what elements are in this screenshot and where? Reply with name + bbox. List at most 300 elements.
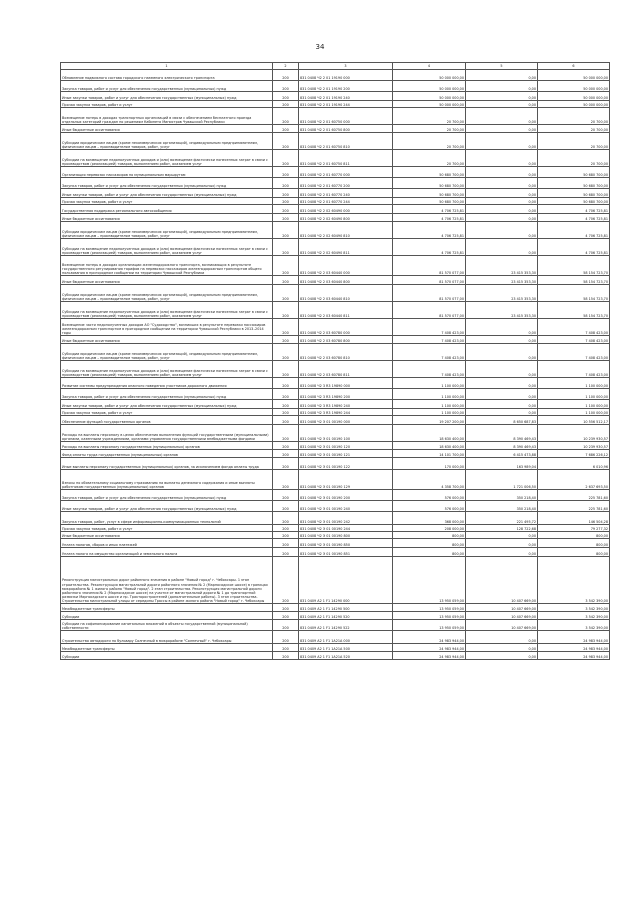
row-name-cell: Иные выплаты персоналу государственных (муниципальных) органов, за исключением фонда оплаты труда <box>61 458 273 470</box>
row-classification-cell: 831 0408 Ч2 2 02 60490 811 <box>299 239 393 256</box>
row-col5-cell: 0,00 <box>466 133 538 150</box>
row-col6-cell: 225 781,60 <box>538 501 610 512</box>
row-code-cell: 200 <box>273 631 299 644</box>
row-col6-cell: 20 700,00 <box>538 108 610 125</box>
row-col5-cell: 128 722,68 <box>466 525 538 532</box>
table-row <box>61 198 610 205</box>
row-col6-cell: 50 680 700,00 <box>538 189 610 198</box>
row-col4-cell: 1 100 000,00 <box>393 389 466 400</box>
row-col4-cell: 20 700,00 <box>393 108 466 125</box>
row-col5-cell: 0,00 <box>466 319 538 336</box>
table-row <box>61 644 610 652</box>
row-col6-cell: 2 637 693,50 <box>538 470 610 490</box>
row-col6-cell: 20 700,00 <box>538 125 610 133</box>
table-row <box>61 108 610 125</box>
table-row <box>61 631 610 644</box>
row-col4-cell: 20 700,00 <box>393 125 466 133</box>
row-code-cell: 200 <box>273 285 299 302</box>
row-name-cell: Субсидии юридическим лицам (кроме некоммерческих организаций), индивидуальным предпринимателям, физическим лицам – производителям товаров, работ, услуг <box>61 285 273 302</box>
row-code-cell: 200 <box>273 532 299 539</box>
row-col6-cell: 146 504,28 <box>538 512 610 525</box>
row-classification-cell: 831 0408 Ч2 2 03 60440 800 <box>299 276 393 285</box>
row-col6-cell: 50 000 000,00 <box>538 70 610 81</box>
table-row <box>61 256 610 276</box>
row-classification-cell: 831 0408 Ч2 2 01 60750 800 <box>299 125 393 133</box>
row-col4-cell: 208 000,00 <box>393 525 466 532</box>
row-col4-cell: 50 000 000,00 <box>393 81 466 92</box>
table-row <box>61 458 610 470</box>
row-classification-cell: 831 0408 Ч2 Э 01 00190 129 <box>299 470 393 490</box>
row-name-cell: Иные закупки товаров, работ и услуг для обеспечения государственных (муниципальных) нужд <box>61 400 273 409</box>
row-classification-cell: 831 0408 Ч2 Э 01 00190 244 <box>299 525 393 532</box>
row-col4-cell: 13 950 059,00 <box>393 557 466 604</box>
row-code-cell: 200 <box>273 336 299 344</box>
row-col4-cell: 1 100 000,00 <box>393 409 466 416</box>
row-classification-cell: 831 0408 Ч2 2 03 60440 000 <box>299 256 393 276</box>
row-name-cell: Субсидии на возмещение недополученных доходов и (или) возмещение фактически понесенных затрат в связи с производством (реализацией) товаров, выполнением работ, оказанием услуг <box>61 361 273 378</box>
row-classification-cell: 831 0408 Ч2 2 02 60490 000 <box>299 205 393 214</box>
row-name-cell: Закупка товаров, работ, услуг в сфере информационно-коммуникационных технологий <box>61 512 273 525</box>
row-col6-cell: 50 680 700,00 <box>538 178 610 189</box>
table-row <box>61 167 610 178</box>
table-row <box>61 302 610 319</box>
row-col6-cell: 225 781,60 <box>538 490 610 501</box>
row-code-cell: 200 <box>273 458 299 470</box>
row-col4-cell: 50 000 000,00 <box>393 101 466 108</box>
row-col5-cell: 0,00 <box>466 222 538 239</box>
row-col5-cell: 6 415 473,88 <box>466 450 538 458</box>
row-classification-cell: 831 0409 А2 1 F1 1А21А 000 <box>299 631 393 644</box>
row-col4-cell: 4 706 725,81 <box>393 222 466 239</box>
row-code-cell: 200 <box>273 501 299 512</box>
header-cell: 5 <box>466 63 538 70</box>
row-col5-cell: 0,00 <box>466 108 538 125</box>
row-code-cell: 200 <box>273 125 299 133</box>
table-row <box>61 548 610 557</box>
row-name-cell: Субсидии <box>61 612 273 620</box>
row-code-cell: 200 <box>273 416 299 425</box>
row-col6-cell: 3 542 390,00 <box>538 620 610 631</box>
row-col6-cell: 7 686 226,12 <box>538 450 610 458</box>
row-col4-cell: 81 570 077,00 <box>393 302 466 319</box>
row-col6-cell: 4 706 725,81 <box>538 222 610 239</box>
row-code-cell: 200 <box>273 214 299 222</box>
row-col5-cell: 8 650 687,83 <box>466 416 538 425</box>
table-row <box>61 512 610 525</box>
row-name-cell: Иные закупки товаров, работ и услуг для обеспечения государственных (муниципальных) нужд <box>61 92 273 101</box>
row-col5-cell: 0,00 <box>466 539 538 548</box>
row-code-cell: 200 <box>273 150 299 167</box>
row-col5-cell: 23 415 353,30 <box>466 285 538 302</box>
table-row <box>61 612 610 620</box>
row-col5-cell: 10 407 669,00 <box>466 612 538 620</box>
row-col6-cell: 24 983 944,00 <box>538 644 610 652</box>
table-row <box>61 205 610 214</box>
table-row <box>61 400 610 409</box>
row-classification-cell: 831 0409 А2 1 F1 14290 520 <box>299 612 393 620</box>
row-name-cell: Возмещение потерь в доходах транспортных организаций в связи с обеспечением бесплатного проезда отдельных категорий граждан по решениям Кабинета Министров Чувашской Республики <box>61 108 273 125</box>
row-col4-cell: 24 983 944,00 <box>393 652 466 660</box>
table-row <box>61 389 610 400</box>
row-classification-cell: 831 0409 А2 1 F1 1А21А 500 <box>299 644 393 652</box>
row-col6-cell: 4 706 725,81 <box>538 239 610 256</box>
row-name-cell: Иные бюджетные ассигнования <box>61 336 273 344</box>
row-classification-cell: 831 0409 А2 1 F1 1А21А 520 <box>299 652 393 660</box>
row-code-cell: 200 <box>273 548 299 557</box>
row-col6-cell: 58 154 723,70 <box>538 256 610 276</box>
row-col6-cell: 10 239 930,57 <box>538 442 610 450</box>
row-code-cell: 200 <box>273 652 299 660</box>
row-classification-cell: 831 0408 Ч2 Э 01 00190 100 <box>299 425 393 442</box>
row-name-cell: Закупка товаров, работ и услуг для обеспечения государственных (муниципальных) нужд <box>61 178 273 189</box>
table-row <box>61 222 610 239</box>
row-col5-cell: 0,00 <box>466 652 538 660</box>
row-code-cell: 200 <box>273 81 299 92</box>
row-col5-cell: 10 407 669,00 <box>466 620 538 631</box>
row-col6-cell: 7 408 423,00 <box>538 319 610 336</box>
table-row <box>61 70 610 81</box>
row-col4-cell: 1 100 000,00 <box>393 400 466 409</box>
row-col5-cell: 0,00 <box>466 344 538 361</box>
table-row <box>61 557 610 604</box>
budget-table <box>60 62 610 660</box>
row-classification-cell: 831 0408 Ч2 2 03 60780 800 <box>299 336 393 344</box>
row-col4-cell: 576 000,00 <box>393 501 466 512</box>
row-col4-cell: 19 207 200,00 <box>393 416 466 425</box>
row-classification-cell: 831 0408 Ч2 Э 01 00190 800 <box>299 532 393 539</box>
table-row <box>61 276 610 285</box>
row-name-cell: Субсидии на возмещение недополученных доходов и (или) возмещение фактически понесенных затрат в связи с производством (реализацией) товаров, выполнением работ, оказанием услуг <box>61 150 273 167</box>
table-row <box>61 425 610 442</box>
row-col5-cell: 8 390 469,43 <box>466 425 538 442</box>
row-classification-cell: 831 0408 Ч2 2 01 60770 200 <box>299 178 393 189</box>
row-col4-cell: 13 950 059,00 <box>393 620 466 631</box>
row-col4-cell: 7 408 423,00 <box>393 361 466 378</box>
row-col6-cell: 6 010,96 <box>538 458 610 470</box>
row-col6-cell: 50 680 700,00 <box>538 198 610 205</box>
row-name-cell: Развитие системы предупреждения опасного поведения участников дорожного движения <box>61 378 273 389</box>
row-col4-cell: 50 000 000,00 <box>393 70 466 81</box>
row-name-cell: Организация перевозок пассажиров по муниципальным маршрутам <box>61 167 273 178</box>
table-row <box>61 214 610 222</box>
row-classification-cell: 831 0408 Ч2 3 R3 19890 000 <box>299 378 393 389</box>
row-classification-cell: 831 0408 Ч2 Э 01 00190 120 <box>299 442 393 450</box>
row-col5-cell: 350 218,40 <box>466 501 538 512</box>
row-name-cell: Иные бюджетные ассигнования <box>61 276 273 285</box>
row-col6-cell: 1 100 000,00 <box>538 400 610 409</box>
row-code-cell: 200 <box>273 92 299 101</box>
row-classification-cell: 831 0409 А2 1 F1 14290 522 <box>299 620 393 631</box>
row-classification-cell: 831 0409 А2 1 F1 14290 500 <box>299 604 393 612</box>
header-cell: 2 <box>273 63 299 70</box>
table-row <box>61 442 610 450</box>
row-code-cell: 200 <box>273 604 299 612</box>
row-name-cell: Иные закупки товаров, работ и услуг для обеспечения государственных (муниципальных) нужд <box>61 189 273 198</box>
row-code-cell: 200 <box>273 490 299 501</box>
row-name-cell: Взносы по обязательному социальному страхованию на выплаты денежного содержания и иные выплаты работникам государственных (муниципальных) органов <box>61 470 273 490</box>
row-name-cell: Прочая закупка товаров, работ и услуг <box>61 409 273 416</box>
row-col4-cell: 50 680 700,00 <box>393 198 466 205</box>
table-row <box>61 92 610 101</box>
row-col4-cell: 81 570 077,00 <box>393 285 466 302</box>
row-code-cell: 200 <box>273 400 299 409</box>
row-col5-cell: 0,00 <box>466 631 538 644</box>
row-col6-cell: 1 100 000,00 <box>538 378 610 389</box>
row-col4-cell: 7 408 423,00 <box>393 319 466 336</box>
row-name-cell: Межбюджетные трансферты <box>61 604 273 612</box>
table-row <box>61 416 610 425</box>
row-classification-cell: 831 0408 Ч2 2 01 60750 811 <box>299 150 393 167</box>
row-col6-cell: 50 000 000,00 <box>538 101 610 108</box>
row-col6-cell: 3 542 390,00 <box>538 612 610 620</box>
row-name-cell: Иные закупки товаров, работ и услуг для обеспечения государственных (муниципальных) нужд <box>61 501 273 512</box>
row-classification-cell: 831 0408 Ч2 Э 01 00190 200 <box>299 490 393 501</box>
row-col4-cell: 7 408 423,00 <box>393 336 466 344</box>
row-col4-cell: 81 570 077,00 <box>393 256 466 276</box>
row-col5-cell: 0,00 <box>466 644 538 652</box>
row-col5-cell: 0,00 <box>466 361 538 378</box>
row-col4-cell: 800,00 <box>393 548 466 557</box>
table-row <box>61 178 610 189</box>
row-code-cell: 200 <box>273 205 299 214</box>
row-col6-cell: 4 706 725,81 <box>538 205 610 214</box>
row-col6-cell: 50 000 000,00 <box>538 81 610 92</box>
row-classification-cell: 831 0408 Ч2 2 03 60440 811 <box>299 302 393 319</box>
table-row <box>61 652 610 660</box>
row-col6-cell: 58 154 723,70 <box>538 302 610 319</box>
row-col4-cell: 4 706 725,81 <box>393 214 466 222</box>
row-col4-cell: 18 630 400,00 <box>393 425 466 442</box>
row-code-cell: 200 <box>273 70 299 81</box>
row-col6-cell: 800,00 <box>538 532 610 539</box>
row-col6-cell: 7 408 423,00 <box>538 361 610 378</box>
row-col4-cell: 368 000,00 <box>393 512 466 525</box>
row-name-cell: Субсидии на софинансирование капитальных вложений в объекты государственной (муниципальной) собственности <box>61 620 273 631</box>
row-code-cell: 200 <box>273 361 299 378</box>
row-name-cell: Обновление подвижного состава городского наземного электрического транспорта <box>61 70 273 81</box>
table-row <box>61 189 610 198</box>
row-col4-cell: 20 700,00 <box>393 133 466 150</box>
row-name-cell: Иные бюджетные ассигнования <box>61 214 273 222</box>
row-code-cell: 200 <box>273 276 299 285</box>
row-col4-cell: 50 680 700,00 <box>393 189 466 198</box>
row-classification-cell: 831 0408 Ч2 Э 01 00190 850 <box>299 539 393 548</box>
table-row <box>61 604 610 612</box>
table-row <box>61 239 610 256</box>
row-name-cell: Субсидии юридическим лицам (кроме некоммерческих организаций), индивидуальным предпринимателям, физическим лицам – производителям товаров, работ, услуг <box>61 344 273 361</box>
row-col5-cell: 10 407 669,00 <box>466 604 538 612</box>
row-col5-cell: 8 390 469,43 <box>466 442 538 450</box>
row-classification-cell: 831 0408 Ч2 3 R3 19890 240 <box>299 400 393 409</box>
row-classification-cell: 831 0408 Ч2 2 01 60750 000 <box>299 108 393 125</box>
table-row <box>61 490 610 501</box>
row-col6-cell: 7 408 423,00 <box>538 344 610 361</box>
table-header-row <box>61 63 610 70</box>
row-name-cell: Иные бюджетные ассигнования <box>61 125 273 133</box>
row-code-cell: 200 <box>273 409 299 416</box>
row-col5-cell: 23 415 353,30 <box>466 276 538 285</box>
header-cell: 3 <box>299 63 393 70</box>
row-col4-cell: 4 706 725,81 <box>393 205 466 214</box>
row-classification-cell: 831 0408 Ч2 2 01 60770 240 <box>299 189 393 198</box>
table-row <box>61 336 610 344</box>
row-col4-cell: 4 358 700,00 <box>393 470 466 490</box>
row-code-cell: 200 <box>273 178 299 189</box>
row-classification-cell: 831 0408 Ч2 2 03 60440 810 <box>299 285 393 302</box>
row-col5-cell: 221 495,72 <box>466 512 538 525</box>
row-col4-cell: 170 000,00 <box>393 458 466 470</box>
row-col5-cell: 0,00 <box>466 214 538 222</box>
header-cell: 6 <box>538 63 610 70</box>
row-col4-cell: 20 700,00 <box>393 150 466 167</box>
row-name-cell: Возмещение части недополученных доходов АО "Судоходство", возникших в результате перевозки пассажиров железнодорожным транспортом в пригородном сообщении на территории Чувашской Республики в 2013–2014 годы <box>61 319 273 336</box>
row-col4-cell: 1 100 000,00 <box>393 378 466 389</box>
table-row <box>61 409 610 416</box>
row-col5-cell: 0,00 <box>466 70 538 81</box>
table-row <box>61 361 610 378</box>
row-classification-cell: 831 0408 Ч2 Э 01 00190 242 <box>299 512 393 525</box>
row-col4-cell: 14 101 700,00 <box>393 450 466 458</box>
row-classification-cell: 831 0409 А2 1 F1 14290 000 <box>299 557 393 604</box>
header-cell: 4 <box>393 63 466 70</box>
row-classification-cell: 831 0408 Ч2 Э 01 00190 121 <box>299 450 393 458</box>
row-name-cell: Субсидии <box>61 652 273 660</box>
row-col5-cell: 0,00 <box>466 409 538 416</box>
row-col5-cell: 0,00 <box>466 101 538 108</box>
row-code-cell: 200 <box>273 167 299 178</box>
row-name-cell: Прочая закупка товаров, работ и услуг <box>61 525 273 532</box>
row-col5-cell: 0,00 <box>466 389 538 400</box>
row-col4-cell: 800,00 <box>393 539 466 548</box>
row-col6-cell: 79 277,32 <box>538 525 610 532</box>
table-row <box>61 450 610 458</box>
table-row <box>61 525 610 532</box>
row-code-cell: 200 <box>273 525 299 532</box>
page-number: 34 <box>315 43 325 51</box>
row-name-cell: Уплата налогов, сборов и иных платежей <box>61 539 273 548</box>
row-col5-cell: 0,00 <box>466 167 538 178</box>
row-col5-cell: 0,00 <box>466 239 538 256</box>
row-classification-cell: 831 0408 Ч2 Э 01 00190 851 <box>299 548 393 557</box>
row-col5-cell: 0,00 <box>466 548 538 557</box>
row-classification-cell: 831 0408 Ч2 Э 01 00190 240 <box>299 501 393 512</box>
row-col5-cell: 163 989,04 <box>466 458 538 470</box>
row-name-cell: Расходы на выплаты персоналу государственных (муниципальных) органов <box>61 442 273 450</box>
row-col6-cell: 3 542 390,00 <box>538 557 610 604</box>
row-name-cell: Расходы на выплаты персоналу в целях обеспечения выполнения функций государственными (муниципальными) органами, казенными учреждениями, органами управления государственными внебюджетными фондами <box>61 425 273 442</box>
row-name-cell: Иные бюджетные ассигнования <box>61 532 273 539</box>
row-col6-cell: 800,00 <box>538 539 610 548</box>
row-col5-cell: 0,00 <box>466 81 538 92</box>
row-col5-cell: 10 407 669,00 <box>466 557 538 604</box>
row-col5-cell: 0,00 <box>466 400 538 409</box>
row-classification-cell: 831 0408 Ч2 2 03 60780 810 <box>299 344 393 361</box>
row-classification-cell: 831 0408 Ч2 2 02 60490 810 <box>299 222 393 239</box>
row-classification-cell: 831 0408 Ч2 Э 01 00190 122 <box>299 458 393 470</box>
row-col4-cell: 13 950 059,00 <box>393 612 466 620</box>
table-row <box>61 150 610 167</box>
row-col6-cell: 1 100 000,00 <box>538 409 610 416</box>
row-classification-cell: 831 0408 Ч2 2 01 19190 200 <box>299 81 393 92</box>
row-col4-cell: 81 570 077,00 <box>393 276 466 285</box>
row-name-cell: Закупка товаров, работ и услуг для обеспечения государственных (муниципальных) нужд <box>61 389 273 400</box>
row-code-cell: 200 <box>273 101 299 108</box>
table-row <box>61 470 610 490</box>
row-col6-cell: 4 706 725,81 <box>538 214 610 222</box>
row-col6-cell: 50 680 700,00 <box>538 167 610 178</box>
table-row <box>61 620 610 631</box>
row-col6-cell: 3 542 390,00 <box>538 604 610 612</box>
row-col5-cell: 0,00 <box>466 125 538 133</box>
row-classification-cell: 831 0408 Ч2 2 02 60490 800 <box>299 214 393 222</box>
row-name-cell: Субсидии на возмещение недополученных доходов и (или) возмещение фактически понесенных затрат в связи с производством (реализацией) товаров, выполнением работ, оказанием услуг <box>61 302 273 319</box>
header-cell: 1 <box>61 63 273 70</box>
row-code-cell: 200 <box>273 442 299 450</box>
row-col6-cell: 20 700,00 <box>538 150 610 167</box>
table-row <box>61 125 610 133</box>
row-col4-cell: 24 983 944,00 <box>393 631 466 644</box>
row-name-cell: Закупка товаров, работ и услуг для обеспечения государственных (муниципальных) нужд <box>61 490 273 501</box>
row-col4-cell: 18 630 400,00 <box>393 442 466 450</box>
row-col5-cell: 0,00 <box>466 198 538 205</box>
row-col5-cell: 0,00 <box>466 150 538 167</box>
table-row <box>61 344 610 361</box>
row-name-cell: Обеспечение функций государственных органов <box>61 416 273 425</box>
row-code-cell: 200 <box>273 612 299 620</box>
row-name-cell: Уплата налога на имущество организаций и земельного налога <box>61 548 273 557</box>
row-col6-cell: 58 154 723,70 <box>538 285 610 302</box>
row-col4-cell: 576 000,00 <box>393 490 466 501</box>
row-col4-cell: 800,00 <box>393 532 466 539</box>
row-classification-cell: 831 0408 Ч2 2 01 19190 240 <box>299 92 393 101</box>
row-classification-cell: 831 0408 Ч2 2 03 60780 000 <box>299 319 393 336</box>
row-col6-cell: 20 700,00 <box>538 133 610 150</box>
row-col6-cell: 800,00 <box>538 548 610 557</box>
row-code-cell: 200 <box>273 620 299 631</box>
table-row <box>61 378 610 389</box>
row-col6-cell: 58 154 723,70 <box>538 276 610 285</box>
row-col6-cell: 50 000 000,00 <box>538 92 610 101</box>
table-row <box>61 319 610 336</box>
row-col5-cell: 0,00 <box>466 189 538 198</box>
row-code-cell: 200 <box>273 539 299 548</box>
row-classification-cell: 831 0408 Ч2 2 03 60780 811 <box>299 361 393 378</box>
row-code-cell: 200 <box>273 644 299 652</box>
row-col5-cell: 350 218,40 <box>466 490 538 501</box>
row-classification-cell: 831 0408 Ч2 2 01 60770 000 <box>299 167 393 178</box>
row-name-cell: Закупка товаров, работ и услуг для обеспечения государственных (муниципальных) нужд <box>61 81 273 92</box>
table-row <box>61 285 610 302</box>
row-name-cell: Фонд оплаты труда государственных (муниципальных) органов <box>61 450 273 458</box>
row-classification-cell: 831 0408 Ч2 Э 01 00190 000 <box>299 416 393 425</box>
row-col5-cell: 0,00 <box>466 336 538 344</box>
row-code-cell: 200 <box>273 344 299 361</box>
row-classification-cell: 831 0408 Ч2 2 01 60770 244 <box>299 198 393 205</box>
row-code-cell: 200 <box>273 557 299 604</box>
row-name-cell: Межбюджетные трансферты <box>61 644 273 652</box>
row-col4-cell: 50 680 700,00 <box>393 167 466 178</box>
row-code-cell: 200 <box>273 378 299 389</box>
row-classification-cell: 831 0408 Ч2 2 01 19190 244 <box>299 101 393 108</box>
row-col5-cell: 23 415 353,30 <box>466 256 538 276</box>
row-col5-cell: 0,00 <box>466 92 538 101</box>
row-col4-cell: 50 680 700,00 <box>393 178 466 189</box>
row-code-cell: 200 <box>273 133 299 150</box>
row-code-cell: 200 <box>273 239 299 256</box>
row-code-cell: 200 <box>273 470 299 490</box>
row-col5-cell: 0,00 <box>466 378 538 389</box>
row-code-cell: 200 <box>273 512 299 525</box>
